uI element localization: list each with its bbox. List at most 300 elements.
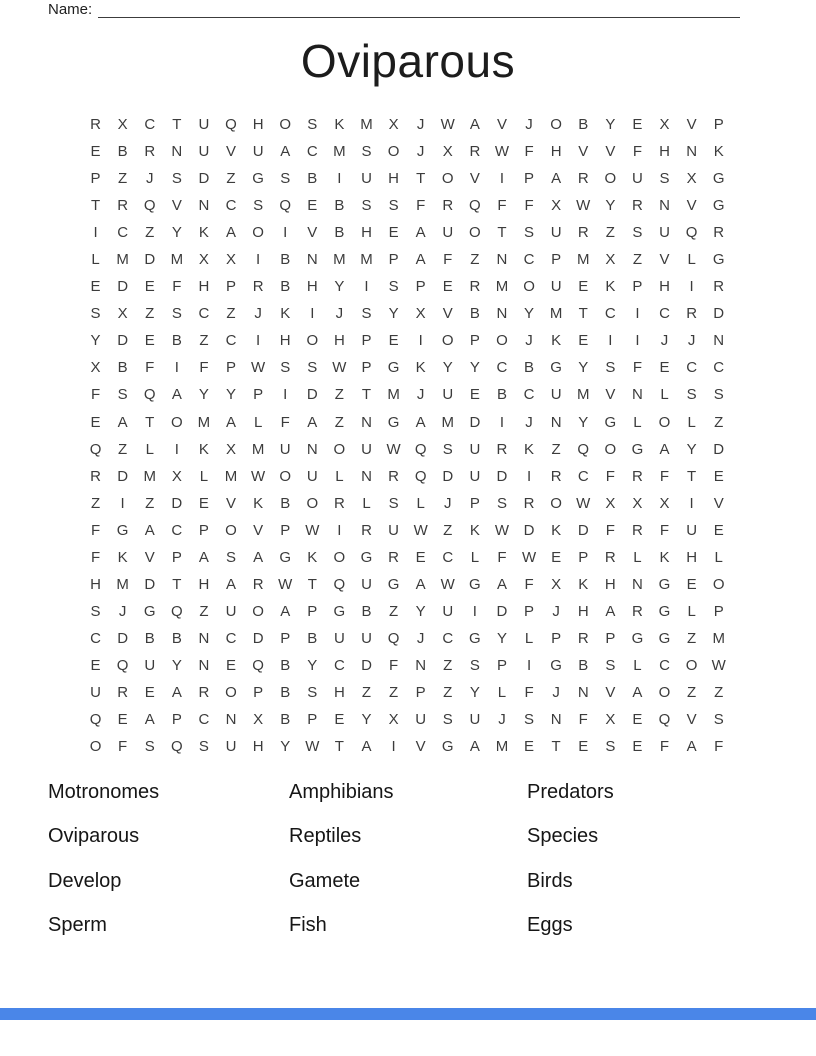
grid-letter: Z	[470, 251, 480, 269]
grid-letter: F	[659, 467, 670, 485]
grid-letter: O	[441, 332, 454, 350]
grid-letter: I	[526, 467, 532, 485]
grid-letter: U	[550, 224, 562, 242]
grid-letter: A	[226, 224, 237, 242]
grid-letter: C	[604, 305, 616, 323]
grid-letter: X	[117, 116, 128, 134]
grid-letter: U	[361, 575, 372, 593]
grid-letter: R	[604, 548, 616, 566]
grid-letter: U	[198, 116, 210, 134]
grid-letter: G	[712, 197, 725, 215]
grid-letter: F	[172, 278, 182, 296]
grid-letter: X	[605, 251, 616, 269]
grid-letter: G	[631, 629, 644, 647]
grid-letter: B	[280, 711, 291, 729]
grid-letter: I	[526, 656, 532, 674]
grid-letter: M	[576, 251, 590, 269]
word-list-item: Sperm	[48, 914, 107, 937]
grid-letter: P	[524, 602, 535, 620]
grid-letter: I	[174, 359, 179, 377]
grid-letter: R	[523, 494, 535, 512]
grid-letter: V	[686, 711, 697, 729]
grid-letter: O	[306, 332, 319, 350]
grid-letter: C	[442, 548, 454, 566]
grid-letter: U	[279, 440, 291, 458]
grid-letter: O	[469, 224, 481, 242]
grid-letter: B	[117, 143, 128, 161]
grid-letter: O	[170, 413, 183, 431]
grid-letter: R	[577, 224, 589, 242]
grid-letter: W	[711, 656, 726, 674]
grid-letter: N	[550, 711, 562, 729]
grid-letter: S	[632, 224, 643, 242]
grid-letter: E	[144, 684, 155, 701]
grid-letter: M	[387, 386, 400, 404]
grid-letter: X	[659, 494, 670, 512]
grid-letter: A	[469, 116, 480, 134]
grid-letter: R	[90, 116, 101, 134]
grid-letter: J	[687, 332, 696, 350]
word-list-item: Fish	[289, 914, 327, 937]
grid-letter: A	[496, 575, 507, 593]
grid-letter: P	[496, 656, 507, 674]
grid-letter: D	[144, 575, 156, 593]
grid-letter: J	[416, 143, 425, 161]
grid-letter: T	[90, 197, 101, 215]
grid-letter: G	[279, 548, 292, 566]
grid-letter: F	[578, 711, 588, 729]
grid-letter: C	[659, 656, 670, 674]
grid-letter: X	[171, 467, 182, 485]
grid-letter: R	[469, 143, 481, 161]
grid-letter: U	[306, 467, 318, 485]
grid-letter: D	[198, 170, 210, 188]
grid-letter: I	[337, 170, 342, 188]
grid-letter: S	[307, 359, 318, 377]
grid-letter: B	[144, 629, 155, 647]
grid-letter: X	[388, 116, 399, 134]
grid-letter: P	[171, 711, 182, 729]
grid-letter: O	[279, 467, 292, 485]
grid-letter: L	[199, 467, 209, 485]
grid-letter: E	[388, 224, 399, 242]
grid-letter: I	[499, 413, 505, 431]
grid-letter: U	[550, 386, 562, 404]
grid-letter: Y	[90, 332, 101, 350]
grid-letter: O	[333, 548, 346, 566]
grid-letter: U	[388, 521, 399, 539]
grid-letter: E	[144, 278, 155, 296]
grid-letter: P	[469, 494, 480, 512]
grid-letter: U	[469, 440, 481, 458]
grid-letter: B	[469, 305, 480, 323]
grid-letter: Z	[388, 602, 399, 620]
grid-letter: S	[253, 197, 264, 215]
grid-letter: B	[578, 116, 589, 134]
grid-letter: B	[171, 332, 182, 350]
grid-letter: L	[714, 548, 723, 566]
grid-letter: N	[577, 684, 589, 701]
grid-letter: E	[90, 278, 101, 296]
grid-letter: K	[605, 278, 616, 296]
name-blank-line	[98, 1, 740, 18]
grid-letter: S	[442, 440, 453, 458]
grid-letter: Z	[687, 684, 697, 701]
grid-letter: U	[469, 467, 481, 485]
grid-letter: L	[660, 386, 669, 404]
grid-letter: V	[144, 548, 155, 566]
grid-letter: E	[144, 332, 155, 350]
grid-letter: X	[90, 359, 101, 377]
grid-letter: N	[198, 656, 210, 674]
grid-letter: S	[605, 359, 616, 377]
grid-letter: A	[361, 738, 372, 756]
grid-letter: P	[253, 684, 264, 701]
grid-letter: I	[310, 305, 315, 323]
grid-letter: G	[712, 170, 725, 188]
grid-letter: U	[361, 440, 372, 458]
grid-letter: V	[713, 494, 724, 512]
grid-letter: S	[144, 738, 155, 756]
grid-letter: Y	[361, 711, 372, 729]
grid-letter: F	[118, 738, 128, 756]
grid-letter: Y	[280, 738, 291, 756]
grid-letter: W	[413, 521, 428, 539]
grid-letter: S	[90, 602, 101, 620]
grid-letter: L	[633, 548, 642, 566]
grid-letter: O	[523, 278, 535, 296]
grid-letter: K	[551, 332, 562, 350]
grid-letter: U	[225, 602, 237, 620]
grid-letter: D	[442, 467, 454, 485]
grid-letter: Y	[605, 197, 616, 215]
grid-letter: W	[386, 440, 401, 458]
grid-letter: G	[550, 359, 562, 377]
grid-letter: Z	[687, 629, 697, 647]
grid-letter: P	[605, 629, 616, 647]
grid-letter: I	[391, 738, 396, 756]
grid-letter: K	[659, 548, 670, 566]
grid-letter: R	[686, 305, 698, 323]
grid-letter: N	[686, 143, 698, 161]
grid-letter: W	[521, 548, 537, 566]
grid-letter: B	[307, 170, 318, 188]
grid-letter: M	[251, 440, 265, 458]
grid-letter: X	[415, 305, 426, 323]
grid-letter: G	[441, 738, 454, 756]
grid-letter: C	[306, 143, 318, 161]
grid-letter: L	[253, 413, 263, 431]
word-list-item: Eggs	[527, 914, 573, 937]
grid-letter: Z	[145, 224, 155, 242]
grid-letter: E	[686, 575, 697, 593]
grid-letter: A	[144, 711, 155, 729]
grid-letter: S	[605, 656, 616, 674]
grid-letter: P	[415, 278, 426, 296]
grid-letter: W	[576, 197, 591, 215]
grid-letter: B	[280, 278, 291, 296]
grid-letter: N	[713, 332, 725, 350]
word-list-item: Predators	[527, 781, 614, 803]
grid-letter: M	[495, 278, 509, 296]
grid-letter: M	[360, 116, 373, 134]
grid-letter: Y	[578, 413, 589, 431]
grid-letter: S	[605, 738, 616, 756]
grid-letter: B	[117, 359, 128, 377]
grid-letter: A	[415, 575, 426, 593]
grid-letter: G	[658, 602, 671, 620]
grid-letter: J	[145, 170, 154, 188]
grid-letter: I	[364, 278, 369, 296]
grid-letter: V	[226, 143, 237, 161]
grid-letter: N	[496, 305, 508, 323]
grid-letter: Q	[469, 197, 481, 215]
grid-letter: X	[253, 711, 264, 729]
grid-letter: E	[632, 711, 643, 729]
grid-letter: E	[334, 711, 345, 729]
grid-letter: Q	[89, 711, 102, 729]
grid-letter: R	[713, 224, 725, 242]
grid-letter: O	[306, 494, 319, 512]
grid-letter: B	[171, 629, 182, 647]
grid-letter: W	[440, 116, 455, 134]
grid-letter: Y	[469, 359, 480, 377]
grid-letter: X	[388, 711, 399, 729]
grid-letter: V	[686, 116, 697, 134]
grid-letter: B	[524, 359, 535, 377]
grid-letter: P	[551, 251, 562, 269]
grid-letter: C	[686, 359, 698, 377]
grid-letter: R	[577, 629, 589, 647]
grid-letter: A	[469, 738, 480, 756]
grid-letter: C	[117, 224, 129, 242]
grid-letter: U	[550, 278, 562, 296]
grid-letter: P	[388, 251, 399, 269]
grid-letter: F	[199, 359, 209, 377]
grid-letter: O	[550, 116, 562, 134]
grid-letter: O	[225, 684, 237, 701]
grid-letter: V	[605, 386, 616, 404]
grid-letter: M	[197, 413, 211, 431]
grid-letter: V	[226, 494, 237, 512]
grid-letter: Q	[170, 738, 183, 756]
grid-letter: D	[577, 521, 589, 539]
name-label: Name:	[48, 1, 93, 18]
grid-letter: V	[605, 684, 616, 701]
grid-letter: G	[387, 575, 400, 593]
grid-letter: E	[632, 116, 643, 134]
grid-letter: W	[440, 575, 455, 593]
grid-letter: X	[551, 575, 562, 593]
grid-letter: A	[307, 413, 318, 431]
grid-letter: Z	[605, 224, 615, 242]
grid-letter: C	[577, 467, 589, 485]
grid-letter: O	[252, 602, 264, 620]
grid-letter: V	[171, 197, 182, 215]
grid-letter: P	[713, 116, 724, 134]
grid-letter: J	[660, 332, 669, 350]
footer-accent-bar	[0, 1008, 816, 1020]
grid-letter: J	[525, 332, 533, 350]
grid-letter: G	[360, 548, 373, 566]
grid-letter: M	[143, 467, 156, 485]
grid-letter: D	[117, 467, 129, 485]
grid-letter: S	[686, 386, 697, 404]
grid-letter: B	[496, 386, 507, 404]
grid-letter: S	[361, 143, 372, 161]
grid-letter: M	[576, 386, 590, 404]
grid-letter: F	[659, 738, 670, 756]
grid-letter: F	[388, 656, 399, 674]
grid-letter: K	[469, 521, 480, 539]
grid-letter: E	[632, 738, 643, 756]
grid-letter: Z	[145, 494, 155, 512]
grid-letter: Z	[443, 684, 453, 701]
grid-letter: S	[171, 170, 182, 188]
grid-letter: I	[283, 224, 288, 242]
grid-letter: U	[198, 143, 210, 161]
grid-letter: G	[387, 359, 400, 377]
grid-letter: E	[469, 386, 480, 404]
grid-letter: E	[307, 197, 318, 215]
grid-letter: Q	[387, 629, 400, 647]
grid-letter: W	[494, 521, 510, 539]
grid-letter: N	[198, 629, 210, 647]
grid-letter: X	[226, 251, 237, 269]
grid-letter: V	[442, 305, 453, 323]
grid-letter: H	[577, 602, 589, 620]
grid-letter: N	[306, 440, 318, 458]
grid-letter: J	[525, 116, 533, 134]
grid-letter: N	[306, 251, 318, 269]
grid-letter: F	[416, 197, 426, 215]
grid-letter: Z	[443, 521, 453, 539]
grid-letter: P	[90, 170, 101, 188]
grid-letter: N	[550, 413, 562, 431]
grid-letter: W	[305, 738, 320, 756]
grid-letter: Y	[307, 656, 318, 674]
grid-letter: O	[685, 656, 698, 674]
grid-letter: Y	[198, 386, 209, 404]
grid-letter: N	[496, 251, 508, 269]
grid-letter: Z	[199, 332, 209, 350]
grid-letter: J	[335, 305, 344, 323]
grid-letter: G	[631, 440, 644, 458]
grid-letter: X	[659, 116, 670, 134]
grid-letter: T	[578, 305, 588, 323]
grid-letter: C	[523, 386, 535, 404]
grid-letter: L	[687, 602, 696, 620]
grid-letter: E	[226, 656, 237, 674]
grid-letter: S	[280, 170, 291, 188]
grid-letter: Z	[443, 656, 453, 674]
grid-letter: A	[551, 170, 562, 188]
grid-letter: F	[714, 738, 724, 756]
grid-letter: L	[362, 494, 371, 512]
grid-letter: I	[256, 251, 261, 269]
grid-letter: F	[443, 251, 453, 269]
grid-letter: P	[253, 386, 264, 404]
grid-letter: Z	[334, 386, 344, 404]
grid-letter: P	[578, 548, 589, 566]
grid-letter: D	[523, 521, 535, 539]
grid-letter: C	[198, 305, 210, 323]
grid-letter: Y	[171, 224, 182, 242]
grid-letter: U	[361, 629, 372, 647]
grid-letter: C	[144, 116, 156, 134]
grid-letter: W	[332, 359, 347, 377]
grid-letter: Y	[171, 656, 182, 674]
grid-letter: M	[170, 251, 184, 269]
grid-letter: P	[307, 711, 318, 729]
grid-letter: Z	[334, 413, 344, 431]
grid-letter: R	[117, 684, 129, 701]
grid-letter: I	[499, 170, 505, 188]
grid-letter: A	[632, 684, 643, 701]
grid-letter: B	[280, 656, 291, 674]
grid-letter: Z	[226, 305, 236, 323]
grid-letter: G	[550, 656, 562, 674]
grid-letter: T	[361, 386, 372, 404]
grid-letter: R	[550, 467, 562, 485]
grid-letter: S	[307, 116, 318, 134]
grid-letter: H	[252, 116, 264, 134]
grid-letter: S	[198, 738, 209, 756]
grid-letter: K	[578, 575, 589, 593]
grid-letter: R	[442, 197, 454, 215]
grid-letter: F	[632, 359, 642, 377]
grid-letter: P	[551, 629, 562, 647]
grid-letter: O	[279, 116, 292, 134]
grid-letter: H	[550, 143, 562, 161]
grid-letter: P	[361, 332, 372, 350]
grid-letter: M	[360, 251, 373, 269]
grid-letter: Y	[496, 629, 507, 647]
grid-letter: V	[659, 251, 670, 269]
grid-letter: C	[496, 359, 508, 377]
grid-letter: F	[497, 548, 507, 566]
grid-letter: E	[524, 738, 535, 756]
grid-letter: P	[632, 278, 643, 296]
grid-letter: U	[469, 711, 481, 729]
grid-letter: S	[713, 711, 724, 729]
grid-letter: V	[578, 143, 589, 161]
grid-letter: T	[145, 413, 155, 431]
grid-letter: M	[116, 251, 129, 269]
grid-letter: A	[415, 251, 426, 269]
grid-letter: S	[361, 197, 372, 215]
grid-letter: H	[306, 278, 318, 296]
grid-letter: B	[280, 494, 291, 512]
grid-letter: P	[280, 629, 291, 647]
grid-letter: U	[415, 711, 427, 729]
grid-letter: A	[198, 548, 209, 566]
grid-letter: P	[415, 684, 426, 701]
grid-letter: V	[496, 116, 507, 134]
grid-letter: O	[712, 575, 725, 593]
grid-letter: T	[497, 224, 507, 242]
grid-letter: E	[198, 494, 209, 512]
grid-letter: J	[416, 386, 425, 404]
grid-letter: H	[333, 684, 345, 701]
grid-letter: H	[198, 575, 210, 593]
grid-letter: Q	[658, 711, 671, 729]
grid-letter: P	[198, 521, 209, 539]
grid-letter: E	[90, 143, 101, 161]
grid-letter: S	[226, 548, 237, 566]
word-search-grid	[82, 111, 732, 760]
grid-letter: U	[361, 170, 372, 188]
